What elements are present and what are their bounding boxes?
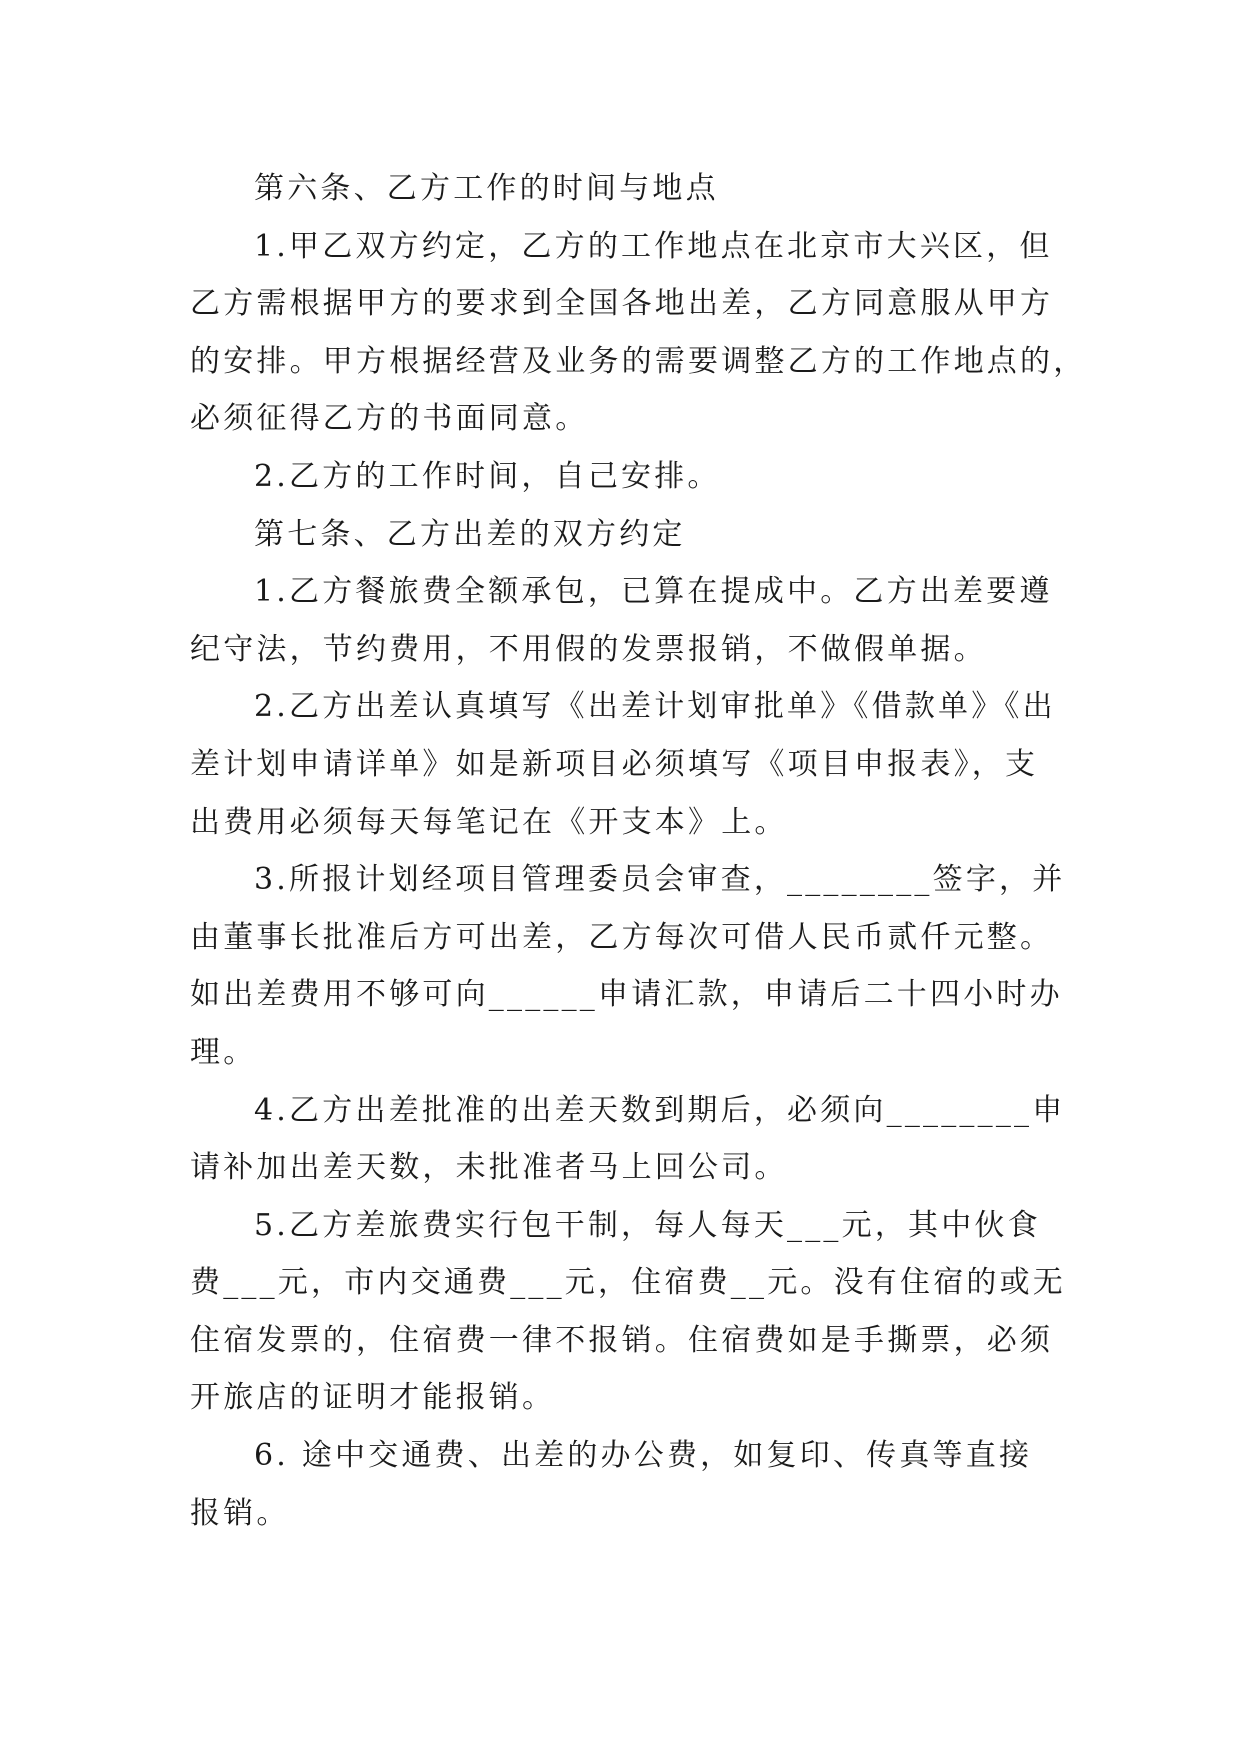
paragraph-line: 请补加出差天数，未批准者马上回公司。 [190, 1150, 788, 1186]
paragraph-line: 如出差费用不够可向______申请汇款，申请后二十四小时办 [190, 977, 1063, 1013]
paragraph-line: 住宿发票的，住宿费一律不报销。住宿费如是手撕票，必须 [190, 1322, 1054, 1358]
article-6-heading: 第六条、乙方工作的时间与地点 [254, 171, 719, 206]
paragraph-line: 纪守法，节约费用，不用假的发票报销，不做假单据。 [190, 631, 987, 667]
paragraph-line: 3.所报计划经项目管理委员会审查，________签字，并 [254, 862, 1066, 898]
paragraph-line: 报销。 [190, 1495, 290, 1531]
paragraph-line: 5.乙方差旅费实行包干制，每人每天___元，其中伙食 [254, 1207, 1041, 1243]
paragraph-line: 6. 途中交通费、出差的办公费，如复印、传真等直接 [254, 1438, 1033, 1474]
paragraph-line: 2.乙方的工作时间，自己安排。 [254, 458, 721, 494]
paragraph-line: 必须征得乙方的书面同意。 [190, 401, 589, 437]
paragraph-line: 的安排。甲方根据经营及业务的需要调整乙方的工作地点的， [190, 343, 1087, 379]
paragraph-line: 2.乙方出差认真填写《出差计划审批单》《借款单》《出 [254, 689, 1056, 725]
paragraph-line: 费___元，市内交通费___元，住宿费__元。没有住宿的或无 [190, 1265, 1066, 1301]
paragraph-line: 4.乙方出差批准的出差天数到期后，必须向________申 [254, 1092, 1066, 1128]
article-7-heading: 第七条、乙方出差的双方约定 [254, 516, 686, 552]
paragraph-line: 乙方需根据甲方的要求到全国各地出差，乙方同意服从甲方 [190, 286, 1054, 322]
paragraph-line: 开旅店的证明才能报销。 [190, 1380, 556, 1416]
paragraph-line: 1.甲乙双方约定，乙方的工作地点在北京市大兴区，但 [254, 228, 1053, 264]
paragraph-line: 由董事长批准后方可出差，乙方每次可借人民币贰仟元整。 [190, 919, 1054, 955]
paragraph-line: 出费用必须每天每笔记在《开支本》上。 [190, 804, 788, 840]
paragraph-line: 理。 [190, 1034, 257, 1070]
paragraph-line: 1.乙方餐旅费全额承包，已算在提成中。乙方出差要遵 [254, 574, 1053, 610]
document-body [190, 160, 1087, 1542]
paragraph-line: 差计划申请详单》如是新项目必须填写《项目申报表》，支 [190, 746, 1039, 782]
